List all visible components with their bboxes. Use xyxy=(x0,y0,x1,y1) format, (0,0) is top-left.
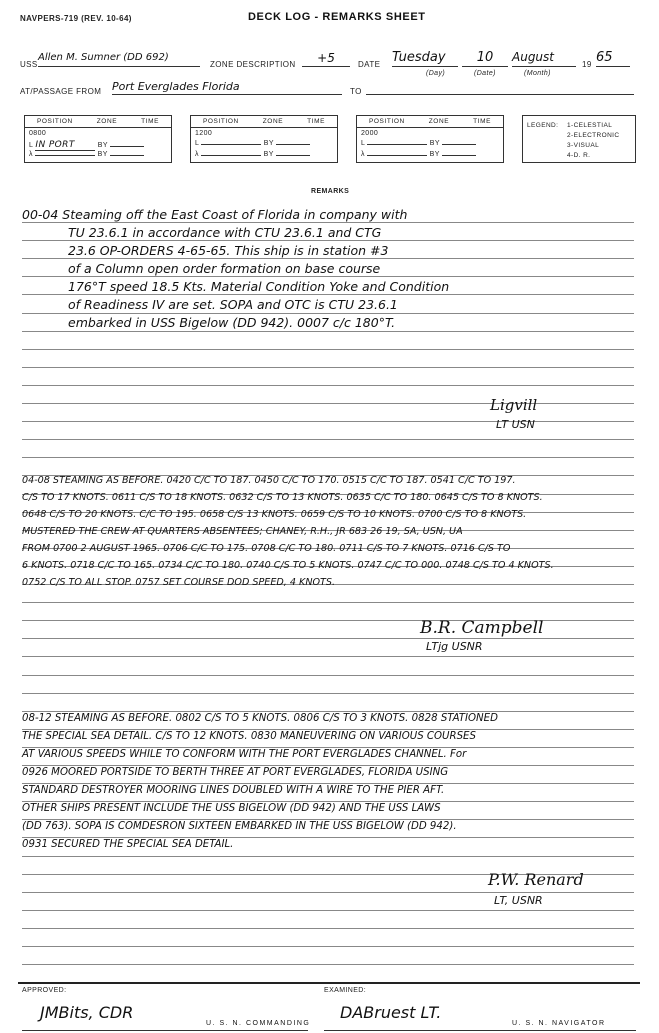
remarks-label: REMARKS xyxy=(311,188,350,195)
year-prefix: 19 xyxy=(582,60,592,69)
ruled-line xyxy=(22,656,634,657)
date-caption: (Date) xyxy=(474,70,496,77)
latitude-prefix: L xyxy=(195,140,200,147)
entry-line: TU 23.6.1 in accordance with CTU 23.6.1 and CTG xyxy=(68,225,382,240)
date-label: DATE xyxy=(358,60,381,69)
position-time: 1200 xyxy=(195,130,213,137)
entry-line: 0752 C/S TO ALL STOP. 0757 SET COURSE DOD SPEED, 4 KNOTS. xyxy=(22,577,336,588)
entry-line: 6 KNOTS. 0718 C/C TO 165. 0734 C/C TO 180. 0740 C/S TO 5 KNOTS. 0747 C/C TO 000. 0748 C/S TO 4 KNOTS. xyxy=(22,560,554,571)
time-header: TIME xyxy=(473,118,492,125)
zone-description-label: ZONE DESCRIPTION xyxy=(210,60,296,69)
ruled-line xyxy=(22,928,634,929)
entry-line: C/S TO 17 KNOTS. 0611 C/S TO 18 KNOTS. 0632 C/S TO 13 KNOTS. 0635 C/C TO 180. 0645 C/S TO 8 KNOTS. xyxy=(22,492,543,503)
ruled-line xyxy=(22,856,634,857)
day-caption: (Day) xyxy=(426,70,446,77)
signature-rank-00-04: LT USN xyxy=(496,418,535,431)
position-box-2000 xyxy=(356,115,504,163)
by-label: BY xyxy=(429,151,440,158)
passage-to-field xyxy=(366,79,634,95)
ruled-line xyxy=(22,222,634,223)
zone-header: ZONE xyxy=(428,118,450,125)
passage-to-label: TO xyxy=(350,87,362,96)
ruled-line xyxy=(22,313,634,314)
entry-line: FROM 0700 2 AUGUST 1965. 0706 C/C TO 175. 0708 C/C TO 180. 0711 C/S TO 7 KNOTS. 0716 C/S TO xyxy=(22,543,511,554)
ruled-line xyxy=(22,910,634,911)
longitude-prefix: λ xyxy=(361,151,365,158)
approved-signature: JMBits, CDR xyxy=(40,1003,134,1022)
ruled-line xyxy=(22,367,634,368)
entry-line: embarked in USS Bigelow (DD 942). 0007 c/c 180°T. xyxy=(68,315,396,330)
month-field: August xyxy=(512,49,576,67)
entry-line: of a Column open order formation on base course xyxy=(68,261,381,276)
by-label: BY xyxy=(263,140,274,147)
examined-signature: DABruest LT. xyxy=(340,1003,442,1022)
ship-name-field: Allen M. Sumner (DD 692) xyxy=(38,50,200,67)
time-header: TIME xyxy=(141,118,160,125)
ruled-line xyxy=(22,892,634,893)
position-header: POSITION xyxy=(36,118,73,125)
position-time: 0800 xyxy=(29,130,47,137)
zone-header: ZONE xyxy=(96,118,118,125)
ruled-line xyxy=(22,675,634,676)
day-field: Tuesday xyxy=(392,49,458,67)
ruled-line xyxy=(22,638,634,639)
ruled-line xyxy=(22,403,634,404)
ruled-line xyxy=(22,349,634,350)
approved-title: U. S. N. COMMANDING xyxy=(206,1020,311,1027)
zone-header: ZONE xyxy=(262,118,284,125)
by-label: BY xyxy=(429,140,440,147)
longitude-prefix: λ xyxy=(29,151,33,158)
entry-line: of Readiness IV are set. SOPA and OTC is CTU 23.6.1 xyxy=(68,297,398,312)
position-time: 2000 xyxy=(361,130,379,137)
longitude-prefix: λ xyxy=(195,151,199,158)
date-field: 10 xyxy=(462,49,508,67)
position-header: POSITION xyxy=(202,118,239,125)
ruled-line xyxy=(22,964,634,965)
entry-line: 176°T speed 18.5 Kts. Material Condition Yoke and Condition xyxy=(68,279,450,294)
position-box-0800 xyxy=(24,115,172,163)
ruled-line xyxy=(22,294,634,295)
month-caption: (Month) xyxy=(524,70,551,77)
ruled-line xyxy=(22,276,634,277)
year-field: 65 xyxy=(596,49,630,67)
ruled-line xyxy=(22,602,634,603)
entry-line: MUSTERED THE CREW AT QUARTERS ABSENTEES; CHANEY, R.H., JR 683 26 19, SA, USN, UA xyxy=(22,526,463,537)
ruled-line xyxy=(22,457,634,458)
passage-label: AT/PASSAGE FROM xyxy=(20,87,102,96)
legend-item: 1-CELESTIAL xyxy=(567,122,613,129)
legend-item: 3-VISUAL xyxy=(567,142,600,149)
form-number: NAVPERS-719 (REV. 10-64) xyxy=(20,14,132,23)
uss-label: USS xyxy=(20,60,38,69)
signature-rank-04-08: LTjg USNR xyxy=(426,640,483,653)
examined-label: EXAMINED: xyxy=(324,987,367,994)
entry-line: OTHER SHIPS PRESENT INCLUDE THE USS BIGELOW (DD 942) AND THE USS LAWS xyxy=(22,803,441,814)
examined-title: U. S. N. NAVIGATOR xyxy=(512,1020,606,1027)
page-title: DECK LOG - REMARKS SHEET xyxy=(248,11,426,23)
entry-line: THE SPECIAL SEA DETAIL. C/S TO 12 KNOTS. 0830 MANEUVERING ON VARIOUS COURSES xyxy=(22,731,476,742)
position-box-1200 xyxy=(190,115,338,163)
legend-item: 2-ELECTRONIC xyxy=(567,132,620,139)
signature-04-08: B.R. Campbell xyxy=(420,618,544,638)
signature-00-04: Ligvill xyxy=(490,396,538,414)
signature-rank-08-12: LT, USNR xyxy=(494,894,543,907)
entry-line: 0931 SECURED THE SPECIAL SEA DETAIL. xyxy=(22,839,234,850)
ruled-line xyxy=(22,331,634,332)
ruled-line xyxy=(22,439,634,440)
entry-line: 04-08 STEAMING AS BEFORE. 0420 C/C TO 187. 0450 C/C TO 170. 0515 C/C TO 187. 0541 C/C TO 197. xyxy=(22,475,516,486)
zone-field: +5 xyxy=(302,50,350,67)
legend-label: LEGEND: xyxy=(527,122,559,129)
passage-from-field: Port Everglades Florida xyxy=(112,79,342,95)
legend-item: 4-D. R. xyxy=(567,152,591,159)
ruled-line xyxy=(22,693,634,694)
entry-line: 0648 C/S TO 20 KNOTS. C/C TO 195. 0658 C/S 13 KNOTS. 0659 C/S TO 10 KNOTS. 0700 C/S TO 8 KNOTS. xyxy=(22,509,527,520)
entry-line: 0926 MOORED PORTSIDE TO BERTH THREE AT PORT EVERGLADES, FLORIDA USING xyxy=(22,767,449,778)
by-label: BY xyxy=(97,142,108,149)
entry-line: 08-12 STEAMING AS BEFORE. 0802 C/S TO 5 KNOTS. 0806 C/S TO 3 KNOTS. 0828 STATIONED xyxy=(22,713,498,724)
approved-label: APPROVED: xyxy=(22,987,67,994)
entry-line: 00-04 Steaming off the East Coast of Florida in company with xyxy=(22,207,408,222)
by-label: BY xyxy=(263,151,274,158)
footer-divider xyxy=(18,982,640,984)
by-label: BY xyxy=(97,151,108,158)
entry-line: STANDARD DESTROYER MOORING LINES DOUBLED WITH A WIRE TO THE PIER AFT. xyxy=(22,785,445,796)
ruled-line xyxy=(22,258,634,259)
ruled-line xyxy=(22,946,634,947)
signature-08-12: P.W. Renard xyxy=(488,870,584,889)
entry-line: 23.6 OP-ORDERS 4-65-65. This ship is in station #3 xyxy=(68,243,389,258)
legend-box xyxy=(522,115,636,163)
ruled-line xyxy=(22,385,634,386)
latitude-prefix: L xyxy=(29,142,34,149)
latitude-value: IN PORT xyxy=(35,140,95,151)
time-header: TIME xyxy=(307,118,326,125)
entry-line: (DD 763). SOPA IS COMDESRON SIXTEEN EMBARKED IN THE USS BIGELOW (DD 942). xyxy=(22,821,457,832)
position-header: POSITION xyxy=(368,118,405,125)
latitude-prefix: L xyxy=(361,140,366,147)
entry-line: AT VARIOUS SPEEDS WHILE TO CONFORM WITH THE PORT EVERGLADES CHANNEL. For xyxy=(22,749,467,760)
ruled-line xyxy=(22,421,634,422)
ruled-line xyxy=(22,240,634,241)
